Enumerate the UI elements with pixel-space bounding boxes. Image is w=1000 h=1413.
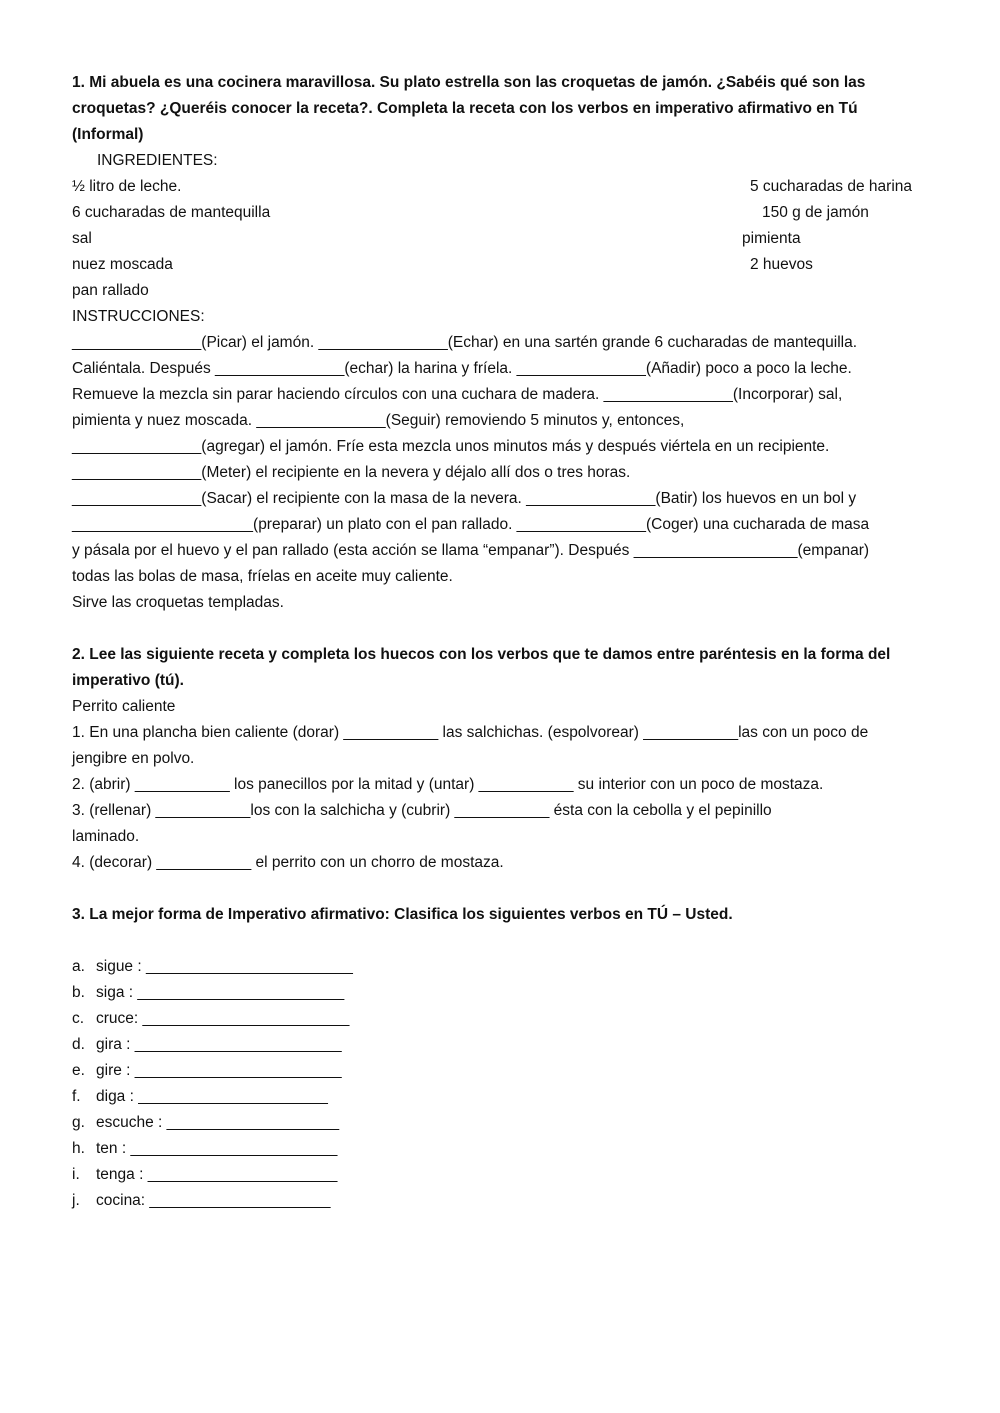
item-letter: j. — [72, 1192, 80, 1209]
item-text: cruce: ________________________ — [96, 1010, 350, 1027]
instruction-line: _____________________(preparar) un plato con el pan rallado. _______________(Coger) una cucharada de masa — [72, 516, 870, 533]
recipe-step: 2. (abrir) ___________ los panecillos por la mitad y (untar) ___________ su interior con un poco de mostaza. — [72, 776, 824, 793]
ingredient-left: pan rallado — [72, 282, 149, 299]
ingredients-list — [72, 174, 924, 304]
instruction-line: _______________(Sacar) el recipiente con la masa de la nevera. _______________(Batir) los huevos en un bol y — [72, 490, 857, 507]
instruction-line: Caliéntala. Después _______________(echar) la harina y fríela. _______________(Añadir) poco a poco la leche. — [72, 360, 852, 377]
ingredient-row — [72, 252, 924, 278]
spacer — [72, 876, 924, 902]
instruction-line: Sirve las croquetas templadas. — [72, 594, 284, 611]
list-item — [72, 1110, 924, 1136]
instruction-line: todas las bolas de masa, fríelas en aceite muy caliente. — [72, 568, 453, 585]
item-letter: h. — [72, 1140, 85, 1157]
ingredient-right — [724, 278, 924, 304]
ingredient-row — [72, 174, 924, 200]
ingredient-left: nuez moscada — [72, 256, 173, 273]
instructions-title: INSTRUCCIONES: — [72, 308, 205, 325]
list-item — [72, 1188, 924, 1214]
item-text: gira : ________________________ — [96, 1036, 342, 1053]
section2-heading: 2. Lee las siguiente receta y completa los huecos con los verbos que te damos entre paréntesis en la forma del imperativo (tú). — [72, 646, 891, 689]
item-text: sigue : ________________________ — [96, 958, 353, 975]
item-text: tenga : ______________________ — [96, 1166, 338, 1183]
section3-heading: 3. La mejor forma de Imperativo afirmativo: Clasifica los siguientes verbos en TÚ – Usted. — [72, 906, 733, 923]
list-item — [72, 1136, 924, 1162]
ingredient-row — [72, 200, 924, 226]
item-letter: i. — [72, 1166, 80, 1183]
item-letter: f. — [72, 1088, 81, 1105]
item-letter: a. — [72, 958, 85, 975]
item-letter: g. — [72, 1114, 85, 1131]
instructions-body — [72, 330, 924, 616]
list-item — [72, 980, 924, 1006]
item-letter: c. — [72, 1010, 85, 1027]
recipe-title: Perrito caliente — [72, 698, 176, 715]
instruction-line: _______________(agregar) el jamón. Fríe esta mezcla unos minutos más y después viértela en un recipiente. — [72, 438, 830, 455]
list-item — [72, 1162, 924, 1188]
verb-list — [72, 954, 924, 1214]
instruction-line: Remueve la mezcla sin parar haciendo círculos con una cuchara de madera. _______________(Incorporar) sal, — [72, 386, 843, 403]
item-text: escuche : ____________________ — [96, 1114, 340, 1131]
recipe-step: 4. (decorar) ___________ el perrito con un chorro de mostaza. — [72, 854, 504, 871]
instruction-line: y pásala por el huevo y el pan rallado (esta acción se llama “empanar”). Después ___________________(empanar) — [72, 542, 870, 559]
section1-heading: 1. Mi abuela es una cocinera maravillosa. Su plato estrella son las croquetas de jamón. ¿Sabéis qué son las croquetas? ¿Queréis conocer la receta?. Completa la receta con los verbos en imperativo afirmativo en Tú (Informal) — [72, 74, 866, 143]
recipe-step: 1. En una plancha bien caliente (dorar) ___________ las salchichas. (espolvorear) ___________las con un poco de jengibre en polvo. — [72, 724, 869, 767]
ingredient-right: 5 cucharadas de harina — [750, 178, 913, 195]
list-item — [72, 1058, 924, 1084]
item-letter: d. — [72, 1036, 85, 1053]
list-item — [72, 954, 924, 980]
worksheet-content — [72, 70, 924, 1214]
ingredient-left: 6 cucharadas de mantequilla — [72, 204, 271, 221]
item-text: ten : ________________________ — [96, 1140, 338, 1157]
list-item — [72, 1084, 924, 1110]
item-text: gire : ________________________ — [96, 1062, 342, 1079]
recipe-step: 3. (rellenar) ___________los con la salchicha y (cubrir) ___________ ésta con la cebolla y el pepinillo laminado. — [72, 802, 772, 845]
item-letter: b. — [72, 984, 85, 1001]
instruction-line: _______________(Picar) el jamón. _______________(Echar) en una sartén grande 6 cucharadas de mantequilla. — [72, 334, 858, 351]
item-letter: e. — [72, 1062, 85, 1079]
ingredients-title: INGREDIENTES: — [97, 152, 218, 169]
list-item — [72, 1006, 924, 1032]
item-text: diga : ______________________ — [96, 1088, 328, 1105]
item-text: cocina: _____________________ — [96, 1192, 331, 1209]
list-item — [72, 1032, 924, 1058]
ingredient-right: pimienta — [742, 230, 801, 247]
ingredient-right: 150 g de jamón — [762, 204, 869, 221]
ingredient-left: ½ litro de leche. — [72, 178, 182, 195]
item-text: siga : ________________________ — [96, 984, 345, 1001]
instruction-line: _______________(Meter) el recipiente en la nevera y déjalo allí dos o tres horas. — [72, 464, 631, 481]
ingredient-row — [72, 226, 924, 252]
spacer — [72, 928, 924, 954]
spacer — [72, 616, 924, 642]
instruction-line: pimienta y nuez moscada. _______________(Seguir) removiendo 5 minutos y, entonces, — [72, 412, 685, 429]
ingredient-right: 2 huevos — [750, 256, 813, 273]
ingredient-left: sal — [72, 230, 92, 247]
ingredient-row — [72, 278, 924, 304]
